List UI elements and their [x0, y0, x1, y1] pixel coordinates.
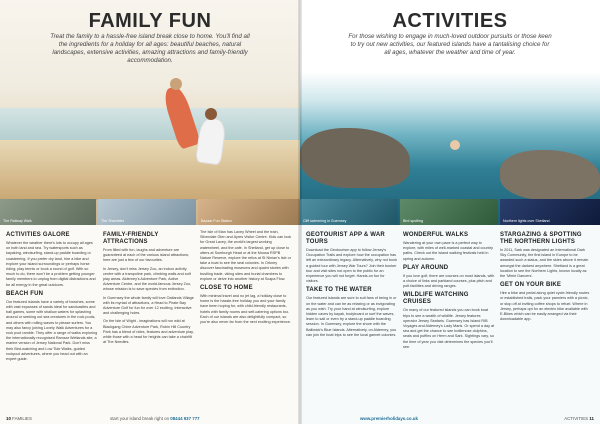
- section-heading: PLAY AROUND: [403, 264, 449, 271]
- text-column-3: [500, 230, 592, 325]
- photo-bird-spotting: [400, 199, 498, 225]
- photo-bazaar: [198, 199, 300, 225]
- page-title: ACTIVITIES: [392, 10, 508, 32]
- photo-shambles: [98, 199, 196, 225]
- text-column-3: [200, 230, 292, 328]
- activities-page: [300, 0, 600, 424]
- hero-figure-adult-head: [170, 78, 182, 90]
- footer-section: ACTIVITIES: [564, 416, 589, 421]
- section-heading: STARGAZING & SPOTTING THE NORTHERN LIGHTS: [500, 232, 582, 245]
- section-body: In Guernsey the whole family will love Oatlands Village with its myriad of attractions, a Head to Pirate Bay Adventure Golf for fun for over 12 exciting, interactive and challenging holes.: [103, 295, 194, 316]
- hero-dunes: [0, 140, 300, 200]
- section-heading: WONDERFUL WALKS: [403, 232, 469, 238]
- section-body: Our featured islands are sure to suit fans of being in or on the water and can be as relaxing or as invigorating as you wish. Try your hand at windsurfing, explore hidden caves by kayak, bodyboard or surf the waves, learn to sail or even try a stand-up paddle boarding session. In Guernsey, explore the shore with the Bailiwick's Blue Islands. Alternatively, on Alderney, you can join the boat trips to see the local gannet colonies.: [306, 296, 397, 337]
- page-footer-left: [6, 416, 32, 421]
- page-gutter: [298, 0, 302, 424]
- hero-figure-child-head: [205, 108, 217, 120]
- section-body: In Jersey, don't miss Jersey Zoo, an indoor activity centre with a trampoline park, climbing walls and soft play areas. Alderney's Adventure Park, Active Adventure Centre, and the world-famous Jersey Zoo, whose mission is to save species from extinction.: [103, 266, 192, 292]
- text-column-2: [103, 230, 195, 348]
- section-body: With minimal travel and no jet lag, a holiday close to home is the hassle-free holiday you and your family have been hoping for, with child-friendly restaurants, hotels with family rooms and self-catering options too. Each of our islands are also delightfully compact, so you're also never far from the next exciting experience.: [200, 294, 291, 325]
- photo-railway-walk: [0, 199, 96, 225]
- section-body: On the Isle of Wight - imaginations will run wild at Blackgang Chine Adventure Park, Robin Hill Country Park has a blend of rides, features and adventure play, while those with a head for heights can take a chairlift at The Needles.: [103, 319, 194, 345]
- photo-caption: Cliff swimming in Guernsey: [303, 219, 347, 223]
- section-body: Whatever the weather there's lots to occupy all ages on both land and sea. Try watersports such as kayaking, windsurfing, stand-up paddle boarding or coasteering. If you prefer dry land, hire a bike and explore your island surroundings or perhaps horse riding; play tennis or book a round of golf. With so much to do, there won't be a problem getting younger family members to unplug from digital distractions and be all energy in the great outdoors.: [6, 241, 96, 287]
- section-body: In 2011, Sark was designated an International Dark Sky Community, the first island in Europe to be awarded such a status, and the skies above it remain amongst the darkest anywhere. Shetland is a great location to see the Northern Lights, known locally as the 'Mirrie Dancers'.: [500, 248, 589, 279]
- page-title: FAMILY FUN: [88, 10, 212, 32]
- photo-caption: The Railway Walk: [3, 219, 32, 223]
- text-column-1: [306, 230, 398, 341]
- photo-cliff-swimming: [300, 199, 398, 225]
- section-heading: CLOSE TO HOME: [200, 285, 253, 292]
- section-body: The Isle of Man has Laxey Wheel and the train, Silverdale Glen and Ayres Visitor Centre. Kids can look for Great Laxey, the world's largest working waterwheel, and the cafe. In Shetland, get up close to otters at Sumburgh Head or at the Mousa RSPB Nature Reserve, explore the relics at St Ninian's Isle or take a boat to see the seal colonies. In Orkney discover fascinating museums and quaint stories with bustling trade, viking sites and burial chambers to explore or delve into another history at Scapa Flow.: [200, 230, 292, 281]
- section-heading: GET ON YOUR BIKE: [500, 282, 562, 289]
- page-intro: Treat the family to a hassle-free island break close to home. You'll find all the ingredients for a holiday for all ages: beautiful beaches, natural landscapes, extensive activities, amazing attractions and family-friendly accommodation.: [50, 33, 250, 64]
- section-heading: TAKE TO THE WATER: [306, 287, 372, 294]
- section-heading: FAMILY-FRIENDLY ATTRACTIONS: [103, 232, 159, 245]
- section-body: From filled with fun, laughs and adventure are guaranteed at each of the various island attractions; here are just a few of our favourites.: [103, 248, 190, 263]
- section-body: Hire a bike and pedal along quiet cycle-friendly routes or established trails, pack your panniers with a picnic, or stop off at inviting coffee shops to refuel. Where in Jersey, perhaps opt for an electric bike available with E-Bikes which can be easily arranged via their downloadable app.: [500, 291, 590, 322]
- hero-swimmer: [450, 140, 460, 150]
- section-body: If you love golf, there are courses on most islands, with a choice of links and parkland courses, plus pitch and putt facilities and driving ranges.: [403, 273, 495, 289]
- footer-section: FAMILIES: [12, 416, 32, 421]
- section-body: Wandering at your own pace is a perfect way to explore, with miles of well-marked coastal and country paths. Check out the island walking festivals held in spring and autumn.: [403, 241, 493, 261]
- section-body: On many of our featured islands you can book boat trips to see a wealth of wildlife. Jersey features operator Jersey Seafaris. Guernsey has Island RIB Voyages and Alderney's Lady Maris. Or spend a day at sea and get the chance to see bottlenose dolphins, seals and puffins on Herm and Sark. Sightings vary, so the time of year you visit determines the species you'll see.: [403, 308, 495, 349]
- photo-caption: Northern lights over Shetland: [503, 219, 550, 223]
- footer-phone[interactable]: 08444 937 777: [170, 416, 200, 421]
- page-footer-url: [360, 416, 418, 421]
- section-heading: BEACH FUN: [6, 290, 44, 297]
- footer-website[interactable]: www.premierholidays.co.uk: [360, 416, 418, 421]
- section-heading: WILDLIFE WATCHING CRUISES: [403, 292, 469, 306]
- page-intro: For those wishing to engage in much-loved outdoor pursuits or those keen to try out new activities, our featured islands have a tantalising choice for all ages, whatever the weather and time of year.: [348, 33, 552, 56]
- photo-caption: Bird spotting: [403, 219, 423, 223]
- section-heading: ACTIVITIES GALORE: [6, 232, 70, 238]
- page-number: 10: [6, 416, 11, 421]
- section-heading: GEOTOURIST APP & WAR TOURS: [306, 232, 385, 245]
- photo-caption: The Shambles: [101, 219, 125, 223]
- text-column-2: [403, 230, 495, 353]
- page-footer-right: [564, 416, 594, 421]
- section-body: Download the Geotourism app to follow Jersey's Occupation Trails and explore how the occupation has left an extraordinary legacy. Alternatively, why not book a guided tour with Jersey War Tours? Join their bunker tour and visit sites not open to the public for an experience you will not forget. Hands-on fun for visitors.: [306, 248, 397, 284]
- text-column-1: [6, 230, 98, 365]
- footer-text: start your island break right on: [110, 416, 170, 421]
- section-body: Our featured islands have a variety of beaches, some with vast expanses of sands ideal for sandcastles and ball games, some with shallow waters for splashing around or seeking out sea creatures in the rock pools, and others with rolling waves to please surfers. You may also fancy joining Lovely Walk Adventures for a rock pool ramble. They offer a range of walks exploring the internationally recognised Ramsar Wetlands site, a marine version of Jersey National Park. Don't miss their Bird-watching and Low Tide Walks, guided rockpool adventures, where you head out with an expert guide.: [6, 299, 98, 362]
- photo-caption: Bazaar Fun Station: [201, 219, 232, 223]
- page-number: 11: [589, 416, 594, 421]
- page-footer-cta: [110, 416, 200, 421]
- photo-northern-lights: [500, 199, 600, 225]
